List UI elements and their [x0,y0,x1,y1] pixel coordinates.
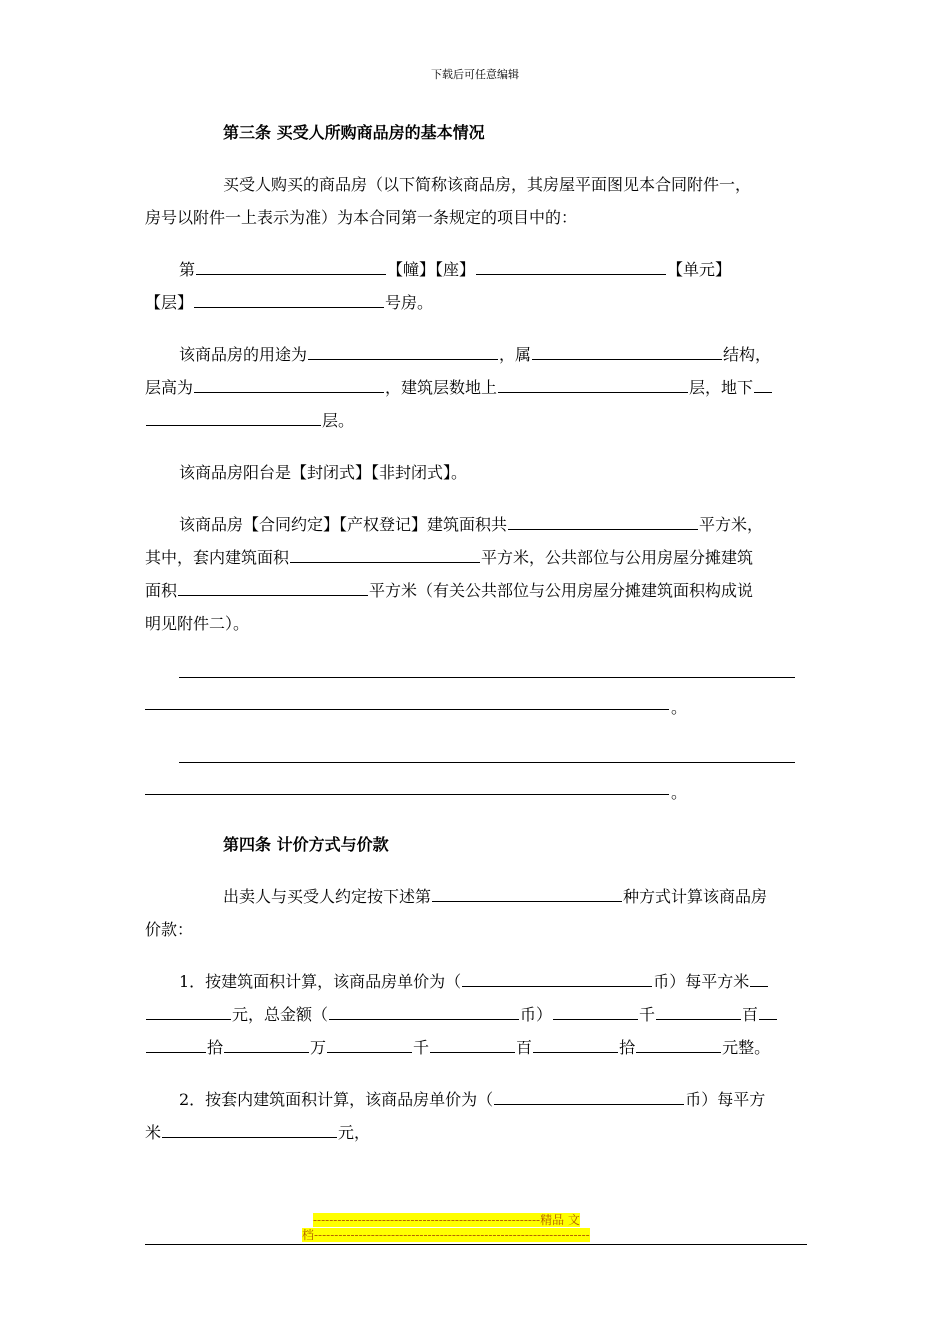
item1-thousand10k-blank[interactable] [553,1004,638,1020]
s3-p1-line1: 买受人购买的商品房（以下简称该商品房，其房屋平面图见本合同附件一， [223,175,752,194]
inner-area-suffix: 平方米，公共部位与公用房屋分摊建筑 [481,548,754,567]
supplement-blank-1a[interactable] [179,677,795,678]
footer-watermark-line1: --------------------------------------------------------精品 文 [313,1213,580,1227]
shared-area-label: 面积 [145,581,178,600]
supplement-period-2: 。 [671,783,688,802]
item2-unit-cont: 米 [145,1123,162,1142]
item1-price-blank-b[interactable] [146,1004,231,1020]
item1-bai-blank[interactable] [430,1037,515,1053]
footer-watermark-line2: 档-------------------------------------------------------------------- [302,1228,590,1242]
item1-shi10k-blank-b[interactable] [146,1037,206,1053]
use-label: 该商品房的用途为 [179,345,308,364]
height-blank[interactable] [194,377,384,393]
room-suffix: 号房。 [385,293,434,312]
item1-currency-suffix: 币） [520,1005,553,1024]
pricing-intro-suffix: 种方式计算该商品房 [623,887,768,906]
area-label: 该商品房【合同约定】【产权登记】建筑面积共 [179,515,508,534]
item1-qian-label: 千 [639,1005,656,1024]
supplement-blank-2a[interactable] [179,762,795,763]
supplement-period-1: 。 [671,698,688,717]
item1-end-label: 元整。 [722,1038,771,1057]
item1-line3 [145,1035,770,1058]
item1-shi10k-blank-a[interactable] [759,1004,777,1020]
supplement-blank-2b[interactable] [145,794,669,795]
area-unit: 平方米， [699,515,764,534]
item1-line2 [145,1002,778,1025]
area-line-1 [179,512,763,535]
height-label: 层高为 [145,378,194,397]
item1-shi-label: 拾 [207,1038,224,1057]
unit-mid2: 【单元】 [667,260,732,279]
footer-divider [145,1244,807,1245]
item1-bai10k-blank[interactable] [656,1004,741,1020]
room-blank[interactable] [194,292,384,308]
s3-p1-line2: 房号以附件一上表示为准）为本合同第一条规定的项目中的： [145,208,578,227]
structure-suffix: 结构， [723,345,772,364]
shared-area-blank[interactable] [178,580,368,596]
item2-label: 2．按套内建筑面积计算，该商品房单价为（ [179,1090,494,1109]
item2-price-blank[interactable] [162,1122,337,1138]
below-floors-suffix: 层。 [322,411,355,430]
item1-shi2-label: 拾 [619,1038,636,1057]
item1-label: 1．按建筑面积计算，该商品房单价为（ [179,972,462,991]
item2-line1 [179,1087,765,1110]
section-4-title: 第四条 计价方式与价款 [223,835,389,854]
supplement-blank-1b[interactable] [145,709,669,710]
floor-label: 【层】 [145,293,194,312]
item1-currency-blank[interactable] [462,971,652,987]
item1-line1 [179,969,769,992]
item1-total-label: 元，总金额（ [232,1005,329,1024]
below-floors-label: 层，地下 [689,378,754,397]
below-floors-blank-a[interactable] [754,377,772,393]
area-line-3 [145,578,753,601]
item2-currency-blank[interactable] [494,1089,684,1105]
pricing-intro-line2: 价款： [145,920,194,939]
item1-total-currency-blank[interactable] [329,1004,519,1020]
pricing-intro [223,884,767,907]
structure-blank[interactable] [532,344,722,360]
area-line-4: 明见附件二）。 [145,614,250,633]
item2-yuan-label: 元， [338,1123,371,1142]
unit-line-2 [145,290,433,313]
item1-qian-blank[interactable] [327,1037,412,1053]
unit-prefix: 第 [179,260,196,279]
above-floors-label: ，建筑层数地上 [385,378,498,397]
building-blank[interactable] [196,259,386,275]
above-floors-blank[interactable] [498,377,688,393]
item2-line2 [145,1120,370,1143]
item1-price-blank-a[interactable] [750,971,768,987]
use-blank[interactable] [308,344,498,360]
unit-blank[interactable] [476,259,666,275]
shared-area-suffix: 平方米（有关公共部位与公用房屋分摊建筑面积构成说 [369,581,754,600]
inner-area-label: 其中，套内建筑面积 [145,548,290,567]
unit-line-1 [179,257,731,280]
section-3-title: 第三条 买受人所购商品房的基本情况 [223,123,485,142]
header-note: 下载后可任意编辑 [431,68,519,81]
pricing-intro-label: 出卖人与买受人约定按下述第 [223,887,432,906]
structure-label: ，属 [499,345,532,364]
item2-unit-label: 币）每平方 [685,1090,766,1109]
below-floors-blank-b[interactable] [146,410,321,426]
use-line [179,342,771,365]
area-line-2 [145,545,753,568]
item1-qian2-label: 千 [413,1038,430,1057]
item1-wan-blank[interactable] [224,1037,309,1053]
item1-bai2-label: 百 [516,1038,533,1057]
inner-area-blank[interactable] [290,547,480,563]
item1-unit-label: 币）每平方米 [653,972,750,991]
item1-shi-blank[interactable] [533,1037,618,1053]
height-line-2 [145,408,354,431]
item1-wan-label: 万 [310,1038,327,1057]
item1-yuan-blank[interactable] [636,1037,721,1053]
total-area-blank[interactable] [508,514,698,530]
height-line [145,375,773,398]
item1-bai-label: 百 [742,1005,759,1024]
balcony-line: 该商品房阳台是【封闭式】【非封闭式】。 [179,463,468,482]
unit-mid1: 【幢】【座】 [387,260,476,279]
pricing-method-blank[interactable] [432,886,622,902]
